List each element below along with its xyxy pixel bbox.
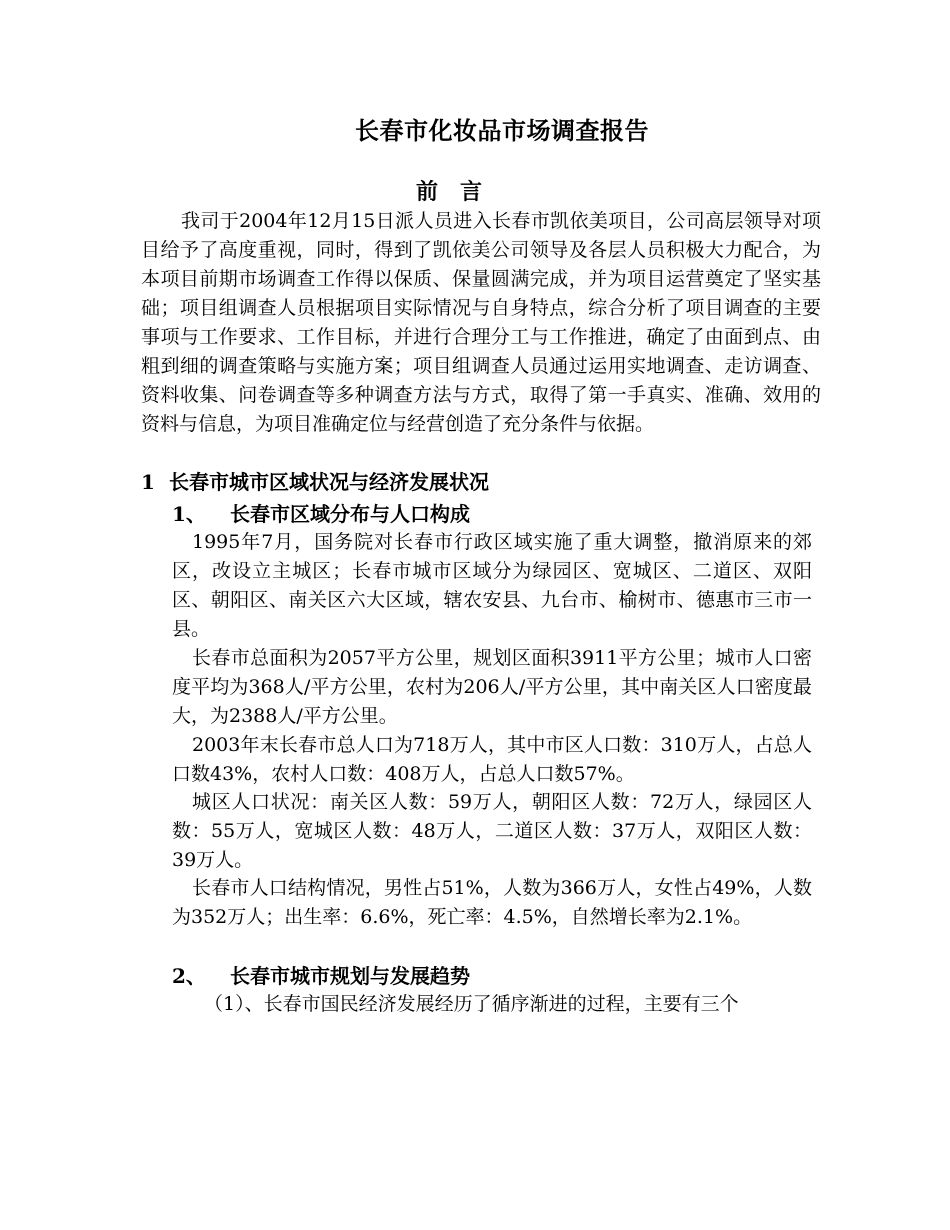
subsection-title: 长春市区域分布与人口构成 xyxy=(230,502,470,526)
preface-heading: 前言 xyxy=(415,179,504,205)
body-paragraph: 长春市人口结构情况，男性占51%，人数为366万人，女性占49%，人数为352万人；出生率：6.6%，死亡率：4.5%，自然增长率为2.1%。 xyxy=(172,877,812,928)
body-paragraph: 1995年7月，国务院对长春市行政区域实施了重大调整，撤消原来的郊区，改设立主城区；长春市城市区域分为绿园区、宽城区、二道区、双阳区、朝阳区、南关区六大区域，辖农安县、九台市、榆树市、德惠市三市一县。 xyxy=(172,531,812,640)
section-heading xyxy=(141,467,489,497)
subsection-title: 长春市城市规划与发展趋势 xyxy=(230,964,470,988)
body-paragraph: 长春市总面积为2057平方公里，规划区面积3911平方公里；城市人口密度平均为368人/平方公里，农村为206人/平方公里，其中南关区人口密度最大，为2388人/平方公里。 xyxy=(172,647,812,727)
subsection-heading xyxy=(172,961,470,991)
body-paragraph: 2003年末长春市总人口为718万人，其中市区人口数：310万人，占总人口数43%，农村人口数：408万人，占总人口数57%。 xyxy=(172,734,812,785)
section-number: 1 xyxy=(141,470,155,494)
preface-paragraph: 我司于2004年12月15日派人员进入长春市凯依美项目，公司高层领导对项目给予了高度重视，同时，得到了凯依美公司领导及各层人员积极大力配合，为本项目前期市场调查工作得以保质、保量圆满完成，并为项目运营奠定了坚实基础；项目组调查人员根据项目实际情况与自身特点，综合分析了项目调查的主要事项与工作要求、工作目标，并进行合理分工与工作推进，确定了由面到点、由粗到细的调查策略与实施方案；项目组调查人员通过运用实地调查、走访调查、资料收集、问卷调查等多种调查方法与方式，取得了第一手真实、准确、效用的资料与信息，为项目准确定位与经营创造了充分条件与依据。 xyxy=(141,210,821,435)
subsection-number: 1、 xyxy=(172,502,206,526)
subsection-number: 2、 xyxy=(172,964,206,988)
body-paragraph: （1）、长春市国民经济发展经历了循序渐进的过程，主要有三个 xyxy=(204,993,739,1015)
document-title: 长春市化妆品市场调查报告 xyxy=(355,116,649,145)
section-title: 长春市城市区域状况与经济发展状况 xyxy=(169,470,489,494)
subsection-heading xyxy=(172,499,470,529)
body-paragraph: 城区人口状况：南关区人数：59万人，朝阳区人数：72万人，绿园区人数：55万人，宽城区人数：48万人，二道区人数：37万人，双阳区人数：39万人。 xyxy=(172,791,812,871)
